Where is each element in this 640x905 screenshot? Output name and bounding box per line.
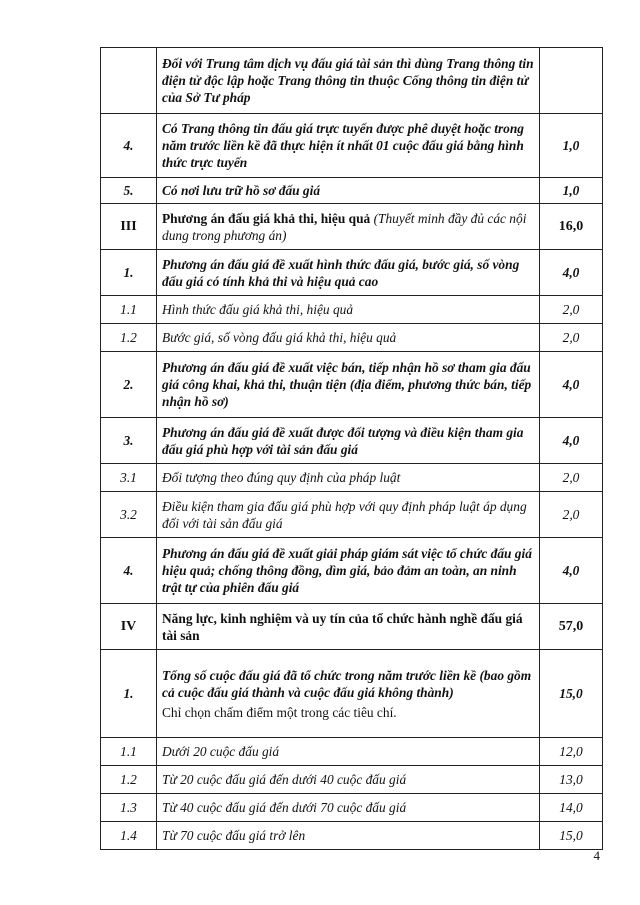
row-title: Phương án đấu giá đề xuất việc bán, tiếp nhận hồ sơ tham gia đấu giá công khai, khả thi, thuận tiện (địa điểm, phương thức bán, tiếp nhận hồ sơ) xyxy=(157,352,540,418)
row-number: III xyxy=(101,204,157,250)
row-title: Từ 40 cuộc đấu giá đến dưới 70 cuộc đấu giá xyxy=(157,794,540,822)
table-row xyxy=(101,114,603,178)
row-score: 15,0 xyxy=(540,650,603,738)
row-number: 1. xyxy=(101,650,157,738)
row-title: Bước giá, số vòng đấu giá khả thi, hiệu quả xyxy=(157,324,540,352)
row-note: (Thuyết minh đầy đủ các nội dung trong phương án) xyxy=(162,210,527,243)
row-score: 4,0 xyxy=(540,418,603,464)
row-score: 16,0 xyxy=(540,204,603,250)
row-note: Chỉ chọn chấm điểm một trong các tiêu chí. xyxy=(162,704,397,720)
row-number: 1. xyxy=(101,250,157,296)
row-title: Tổng số cuộc đấu giá đã tổ chức trong năm trước liền kề (bao gồm cả cuộc đấu giá thành và cuộc đấu giá không thành) xyxy=(162,667,532,700)
row-score: 13,0 xyxy=(540,766,603,794)
table-row xyxy=(101,604,603,650)
row-score: 57,0 xyxy=(540,604,603,650)
row-number: 4. xyxy=(101,538,157,604)
row-title: Dưới 20 cuộc đấu giá xyxy=(157,738,540,766)
row-score: 12,0 xyxy=(540,738,603,766)
table-row xyxy=(101,738,603,766)
table-row xyxy=(101,48,603,114)
row-number: 1.4 xyxy=(101,822,157,850)
table-row xyxy=(101,650,603,738)
row-title: Phương án đấu giá đề xuất giải pháp giám sát việc tổ chức đấu giá hiệu quả; chống thông đồng, dìm giá, bảo đảm an toàn, an ninh trật tự của phiên đấu giá xyxy=(157,538,540,604)
row-score xyxy=(540,48,603,114)
row-title: Từ 70 cuộc đấu giá trở lên xyxy=(157,822,540,850)
row-number: 1.1 xyxy=(101,738,157,766)
row-number: 3.2 xyxy=(101,492,157,538)
row-score: 15,0 xyxy=(540,822,603,850)
row-number: 2. xyxy=(101,352,157,418)
row-title-cell xyxy=(157,204,540,250)
row-score: 14,0 xyxy=(540,794,603,822)
table-row xyxy=(101,794,603,822)
row-title: Đối tượng theo đúng quy định của pháp luật xyxy=(157,464,540,492)
row-number: 3.1 xyxy=(101,464,157,492)
row-score: 2,0 xyxy=(540,464,603,492)
row-title: Điều kiện tham gia đấu giá phù hợp với quy định pháp luật áp dụng đối với tài sản đấu giá xyxy=(157,492,540,538)
row-number: 1.2 xyxy=(101,324,157,352)
row-number: 1.2 xyxy=(101,766,157,794)
row-title: Phương án đấu giá đề xuất hình thức đấu giá, bước giá, số vòng đấu giá có tính khả thi và hiệu quả cao xyxy=(157,250,540,296)
table-row xyxy=(101,352,603,418)
page-number: 4 xyxy=(593,848,600,863)
table-row xyxy=(101,204,603,250)
row-number: 1.3 xyxy=(101,794,157,822)
row-title: Có Trang thông tin đấu giá trực tuyến được phê duyệt hoặc trong năm trước liền kề đã thực hiện ít nhất 01 cuộc đấu giá bằng hình thức trực tuyến xyxy=(157,114,540,178)
table-row xyxy=(101,464,603,492)
row-title: Năng lực, kinh nghiệm và uy tín của tổ chức hành nghề đấu giá tài sản xyxy=(157,604,540,650)
table-row xyxy=(101,250,603,296)
row-score: 2,0 xyxy=(540,492,603,538)
table-row xyxy=(101,324,603,352)
row-score: 2,0 xyxy=(540,324,603,352)
table-row xyxy=(101,766,603,794)
row-title: Có nơi lưu trữ hồ sơ đấu giá xyxy=(157,178,540,204)
table-row xyxy=(101,492,603,538)
row-title: Hình thức đấu giá khả thi, hiệu quả xyxy=(157,296,540,324)
row-score: 4,0 xyxy=(540,250,603,296)
row-score: 4,0 xyxy=(540,538,603,604)
row-number: 1.1 xyxy=(101,296,157,324)
row-score: 1,0 xyxy=(540,178,603,204)
row-number: 4. xyxy=(101,114,157,178)
row-number: 3. xyxy=(101,418,157,464)
table-row xyxy=(101,178,603,204)
row-title-cell xyxy=(157,650,540,738)
row-score: 4,0 xyxy=(540,352,603,418)
row-title: Từ 20 cuộc đấu giá đến dưới 40 cuộc đấu giá xyxy=(157,766,540,794)
row-title: Đối với Trung tâm dịch vụ đấu giá tài sản thì dùng Trang thông tin điện tử độc lập hoặc Trang thông tin thuộc Cổng thông tin điện tử của Sở Tư pháp xyxy=(157,48,540,114)
row-title: Phương án đấu giá đề xuất được đối tượng và điều kiện tham gia đấu giá phù hợp với tài sản đấu giá xyxy=(157,418,540,464)
row-number: IV xyxy=(101,604,157,650)
row-number xyxy=(101,48,157,114)
row-title: Phương án đấu giá khả thi, hiệu quả xyxy=(162,210,371,226)
table-row xyxy=(101,822,603,850)
table-row xyxy=(101,296,603,324)
table-row xyxy=(101,418,603,464)
row-score: 1,0 xyxy=(540,114,603,178)
row-score: 2,0 xyxy=(540,296,603,324)
score-table xyxy=(100,47,603,850)
row-number: 5. xyxy=(101,178,157,204)
table-row xyxy=(101,538,603,604)
